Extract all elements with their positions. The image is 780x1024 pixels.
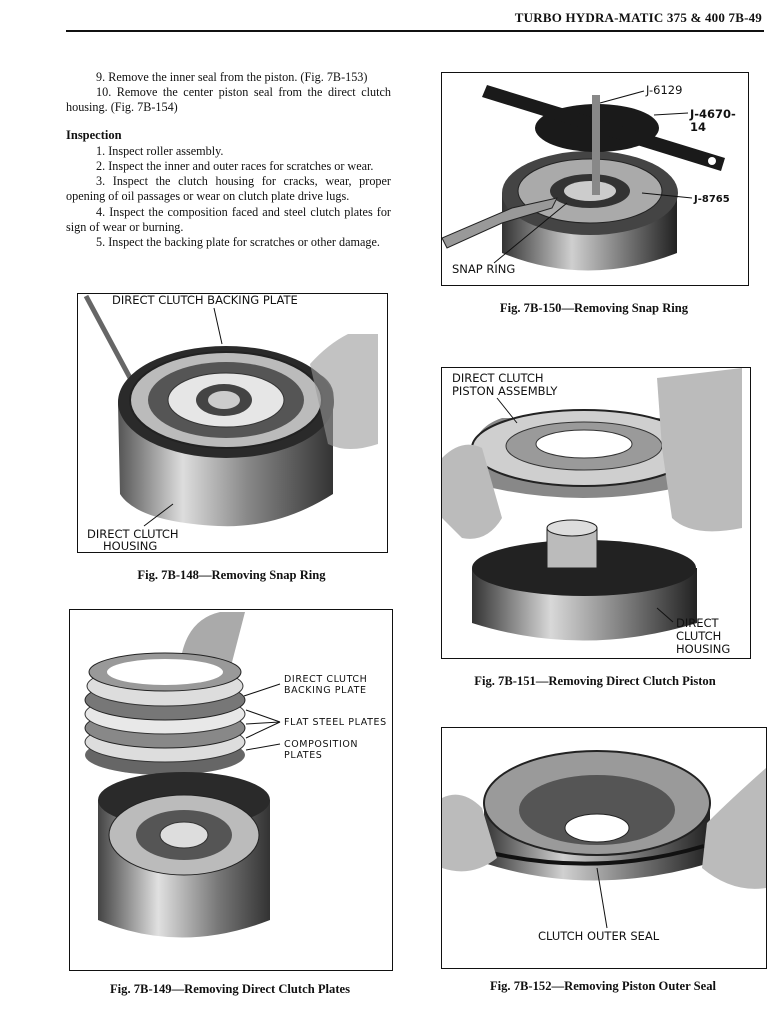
page-header <box>0 8 780 34</box>
figure-7b-148 <box>77 293 388 553</box>
label-tool-j8765: J-8765 <box>694 194 730 205</box>
label-piston-line1: DIRECT CLUTCH <box>452 371 544 385</box>
piston-removal-photo <box>442 368 750 658</box>
caption-7b-149: Fig. 7B-149—Removing Direct Clutch Plates <box>109 982 351 996</box>
step-9: 9. Remove the inner seal from the piston. (Fig. 7B-153) <box>96 70 368 84</box>
caption-7b-152: Fig. 7B-152—Removing Piston Outer Seal <box>489 979 717 993</box>
clutch-housing-photo <box>78 294 387 552</box>
label-housing-line1: DIRECT CLUTCH <box>87 527 179 541</box>
label-composition-plates: COMPOSITION PLATES <box>284 739 359 761</box>
label-tool-j4670-14: J-4670-14 <box>690 107 736 134</box>
label-backing-line2: BACKING PLATE <box>284 685 367 696</box>
inspection-item: 5. Inspect the backing plate for scratches or other damage. <box>96 235 380 250</box>
label-backing-plate: DIRECT CLUTCH BACKING PLATE <box>112 293 298 307</box>
label-backing-line1: DIRECT CLUTCH <box>284 674 368 685</box>
inspection-item: 2. Inspect the inner and outer races for scratches or wear. <box>96 159 374 174</box>
caption-7b-151: Fig. 7B-151—Removing Direct Clutch Piston <box>474 674 716 688</box>
inspection-item: 4. Inspect the composition faced and steel clutch plates for sign of wear or burning. <box>66 204 391 234</box>
figure-7b-152 <box>441 727 767 969</box>
inspection-heading: Inspection <box>66 127 122 142</box>
snap-ring-tools-photo <box>442 73 748 285</box>
figure-7b-150 <box>441 72 749 286</box>
figure-7b-151 <box>441 367 751 659</box>
body-text <box>66 70 391 250</box>
step-10: 10. Remove the center piston seal from the direct clutch housing. (Fig. 7B-154) <box>66 85 391 115</box>
label-clutch-outer-seal: CLUTCH OUTER SEAL <box>538 929 660 943</box>
caption-7b-148: Fig. 7B-148—Removing Snap Ring <box>137 568 326 582</box>
label-housing-line2: HOUSING <box>103 539 158 553</box>
inspection-item: 3. Inspect the clutch housing for cracks, wear, proper opening of oil passages or wear on clutch plate drive lugs. <box>66 174 391 204</box>
figure-7b-149 <box>69 609 393 971</box>
label-piston-line2: PISTON ASSEMBLY <box>452 384 558 398</box>
label-tool-j6129: J-6129 <box>646 83 683 97</box>
header-rule <box>66 30 764 32</box>
label-snap-ring: SNAP RING <box>452 262 516 276</box>
label-housing-line2: CLUTCH <box>676 629 722 643</box>
label-housing-line3: HOUSING <box>676 642 731 656</box>
label-housing-line1: DIRECT <box>676 616 719 630</box>
caption-7b-150: Fig. 7B-150—Removing Snap Ring <box>499 301 689 315</box>
header-title: TURBO HYDRA-MATIC 375 & 400 7B-49 <box>514 10 762 25</box>
inspection-item: 1. Inspect roller assembly. <box>96 143 224 158</box>
clutch-plates-photo <box>70 610 392 970</box>
label-flat-steel-plates: FLAT STEEL PLATES <box>284 717 387 728</box>
